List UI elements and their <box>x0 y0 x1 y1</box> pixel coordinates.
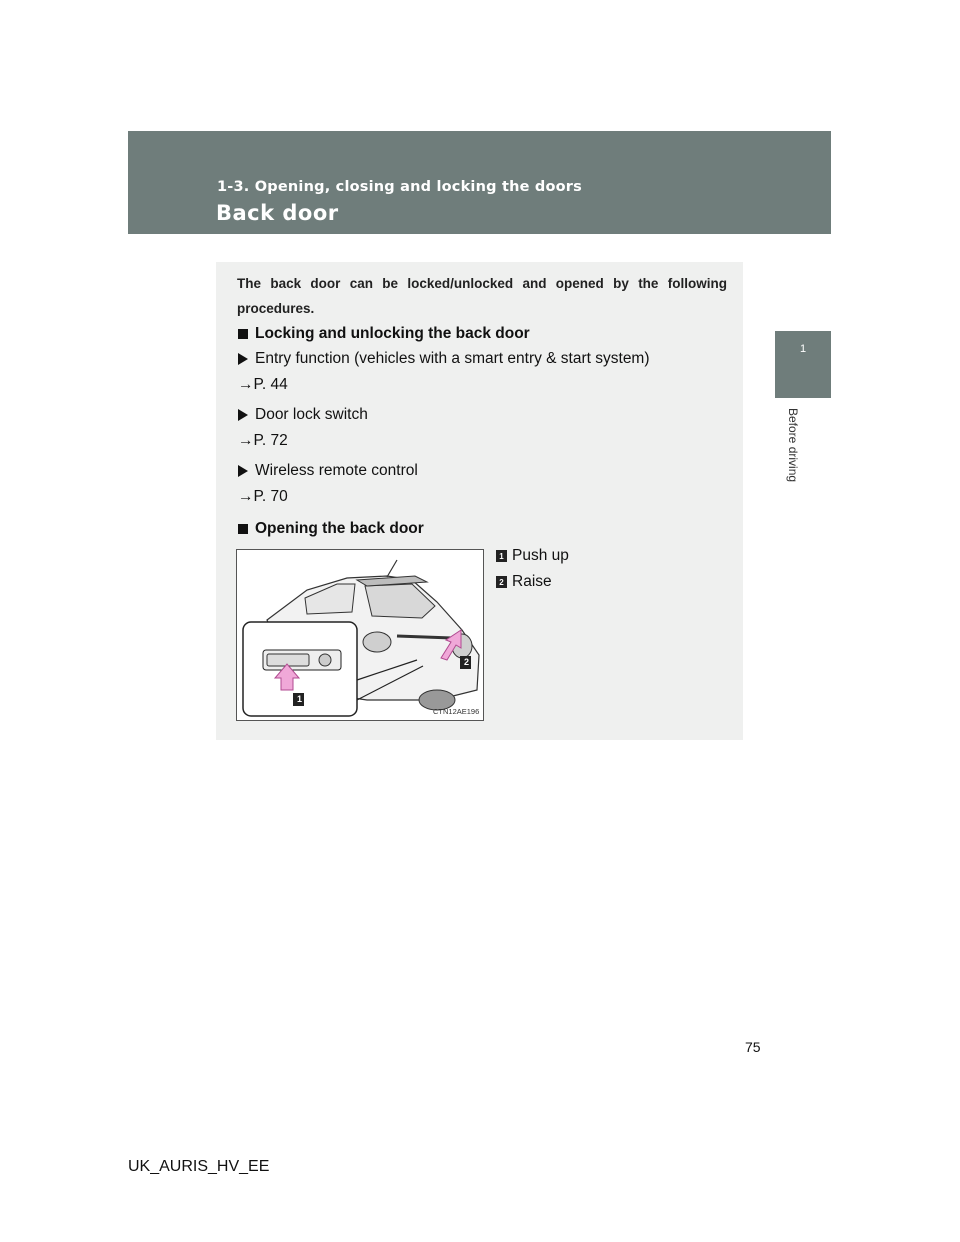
locking-heading <box>238 325 530 343</box>
page-reference-link[interactable]: →P. 44 <box>238 376 288 393</box>
page-number: 75 <box>745 1039 761 1055</box>
opening-heading <box>238 520 424 538</box>
car-rear-illustration <box>237 550 483 720</box>
step-text: Raise <box>512 573 552 590</box>
back-door-illustration <box>236 549 484 721</box>
opening-heading-text: Opening the back door <box>255 520 424 537</box>
square-bullet-icon <box>238 524 248 534</box>
figure-callout-1: 1 <box>296 694 302 704</box>
triangle-bullet-icon <box>238 409 248 421</box>
chapter-tab[interactable] <box>775 331 831 398</box>
locking-item-text: Door lock switch <box>255 406 368 423</box>
triangle-bullet-icon <box>238 465 248 477</box>
step-number-badge: 1 <box>496 550 507 562</box>
page-title: Back door <box>216 201 339 225</box>
step-text: Push up <box>512 547 569 564</box>
figure-code: CTN12AE196 <box>433 707 480 716</box>
locking-item-entry <box>238 350 650 368</box>
page-reference-link[interactable]: →P. 70 <box>238 488 288 505</box>
locking-item-text: Wireless remote control <box>255 462 418 479</box>
chapter-tab-number: 1 <box>799 343 807 355</box>
locking-item-text: Entry function (vehicles with a smart entry & start system) <box>255 350 650 367</box>
step-number-badge: 2 <box>496 576 507 588</box>
locking-heading-text: Locking and unlocking the back door <box>255 325 530 342</box>
triangle-bullet-icon <box>238 353 248 365</box>
footer-code: UK_AURIS_HV_EE <box>128 1158 270 1175</box>
figure-callout-2: 2 <box>463 657 469 667</box>
locking-item-switch <box>238 406 368 424</box>
square-bullet-icon <box>238 329 248 339</box>
chapter-tab-label: Before driving <box>786 408 800 483</box>
step-push-up <box>496 547 569 565</box>
intro-text: The back door can be locked/unlocked and opened by the following procedures. <box>237 276 727 316</box>
step-raise <box>496 573 552 591</box>
page-reference-link[interactable]: →P. 72 <box>238 432 288 449</box>
locking-item-remote <box>238 462 418 480</box>
section-label: 1-3. Opening, closing and locking the doors <box>217 179 582 195</box>
